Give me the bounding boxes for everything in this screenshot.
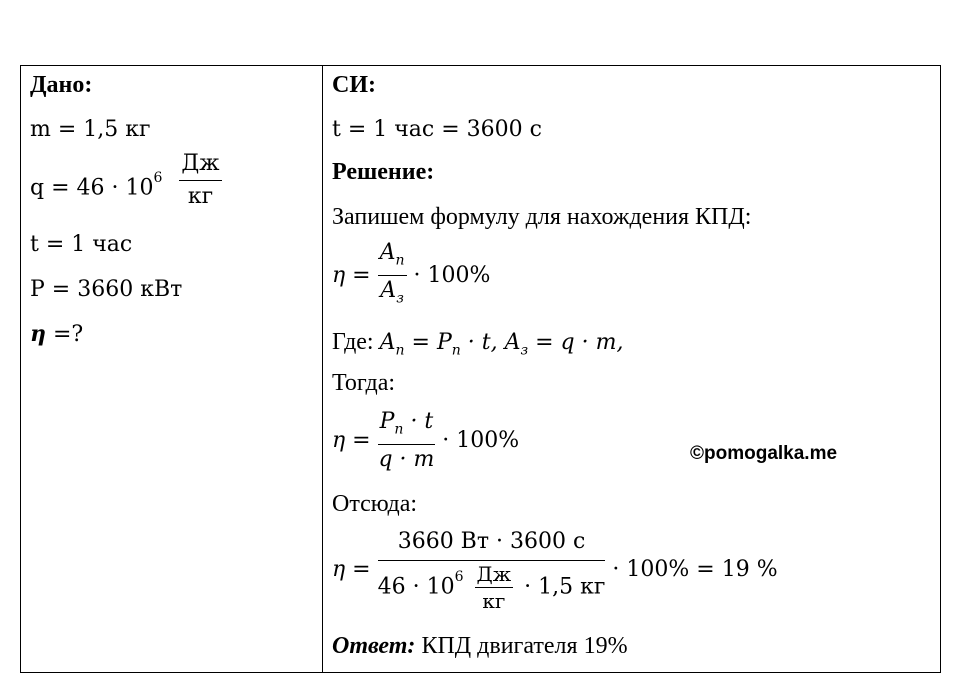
- where-line: Где: $A_п = P_п \cdot t$, $A_з = q \cdot m$,: [332, 329, 624, 359]
- f2-rest: · 100%: [442, 428, 520, 454]
- f3-den-unit: $\frac{Дж}{кг}$: [476, 562, 512, 613]
- given-q-exp: 6: [153, 170, 163, 187]
- then-label: Тогда:: [332, 370, 396, 396]
- solution-table: [20, 65, 941, 673]
- si-time: t = 1 час = 3600 с: [332, 117, 542, 142]
- formula-efficiency-numeric: [332, 528, 778, 612]
- f1-rest: · 100%: [413, 262, 491, 288]
- where-label: Где:: [332, 329, 380, 355]
- f3-den: $46 \cdot 10^6$ $\frac{Дж}{кг}$ · 1,5 кг: [377, 562, 606, 613]
- si-heading: СИ:: [332, 72, 376, 98]
- solution-heading: Решение:: [332, 159, 435, 185]
- f1-lhs: η =: [332, 262, 371, 288]
- given-find-rest: =?: [46, 322, 84, 347]
- given-q-unit: [179, 150, 221, 211]
- f2-lhs: η =: [332, 428, 371, 454]
- given-heading: Дано:: [30, 72, 93, 98]
- solution-intro: Запишем формулу для нахождения КПД:: [332, 204, 752, 230]
- hence-label: Отсюда:: [332, 491, 418, 517]
- f3-lhs: η =: [332, 557, 371, 582]
- formula-efficiency-expanded: [332, 409, 519, 473]
- formula-efficiency: [332, 240, 490, 312]
- f3-num: 3660 Вт · 3600 с: [378, 528, 606, 561]
- f2-den: q · m: [378, 447, 435, 473]
- given-q-unit-den: кг: [187, 184, 214, 209]
- f1-num: $A_п$: [378, 240, 407, 276]
- answer-text: КПД двигателя 19%: [415, 633, 628, 659]
- given-find-symbol: η: [30, 321, 46, 347]
- column-divider: [322, 66, 323, 672]
- given-q-unit-num: Дж: [179, 150, 221, 181]
- f1-den: $A_з$: [380, 278, 404, 307]
- f1-fraction: [378, 240, 407, 312]
- f2-num: $P_п \cdot t$: [378, 409, 436, 445]
- given-mass: m = 1,5 кг: [30, 117, 151, 142]
- given-q-lhs: q = 46 · 10: [30, 175, 154, 201]
- given-time: t = 1 час: [30, 232, 133, 257]
- given-power: P = 3660 кВт: [30, 277, 183, 302]
- given-find: [30, 320, 83, 349]
- answer-label: Ответ:: [332, 633, 416, 659]
- watermark: ©pomogalka.me: [690, 443, 838, 464]
- f3-rest: · 100% = 19 %: [612, 557, 778, 582]
- f3-fraction: [378, 528, 606, 612]
- answer-line: [332, 632, 628, 660]
- given-heat-value: [30, 151, 222, 219]
- f2-fraction: [378, 409, 436, 473]
